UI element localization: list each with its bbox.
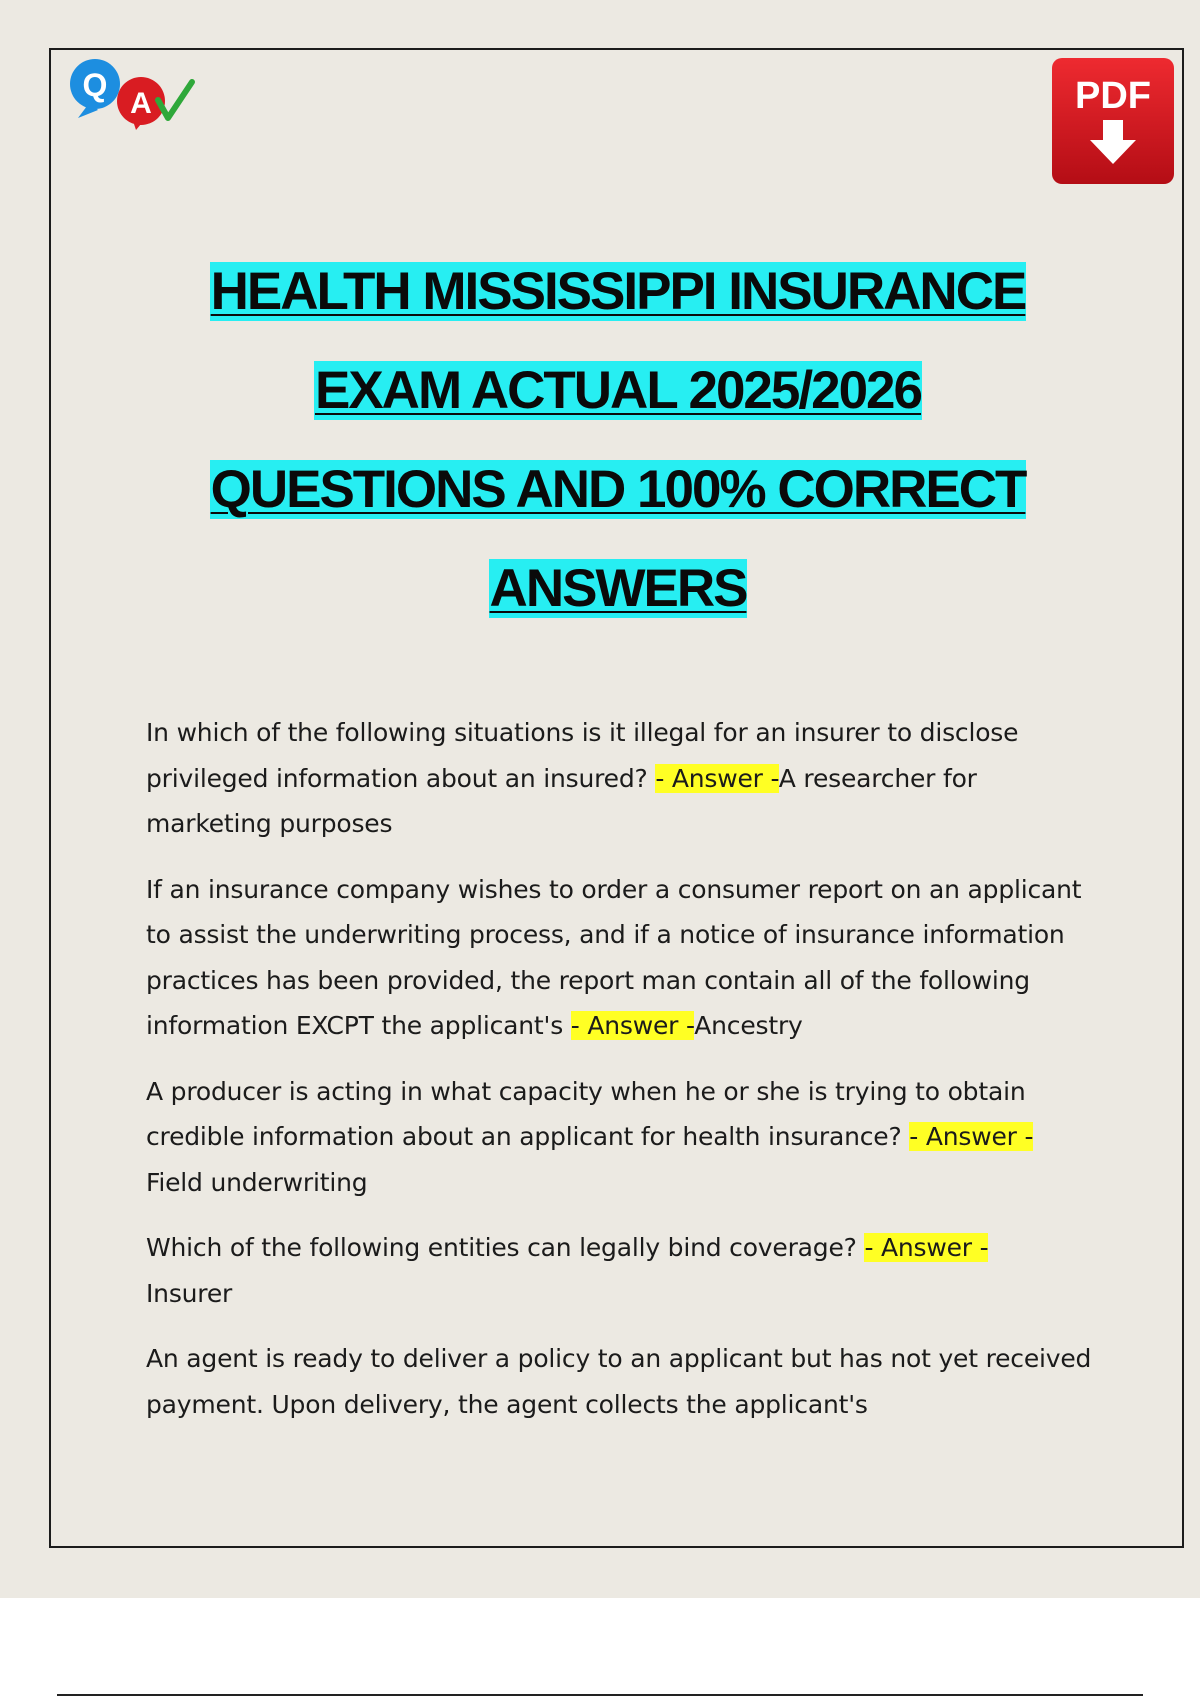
qa-item	[146, 1225, 1106, 1316]
title-line: ANSWERS	[489, 559, 747, 618]
qa-check-logo-icon	[68, 56, 198, 132]
answer-marker: - Answer -	[655, 763, 779, 793]
answer-marker: - Answer -	[864, 1233, 989, 1262]
title-line: QUESTIONS AND 100% CORRECT	[210, 460, 1026, 519]
title-line: HEALTH MISSISSIPPI INSURANCE	[210, 262, 1026, 321]
question-text: An agent is ready to deliver a policy to an applicant but has not yet received payment. Upon delivery, the agent collects the applicant's	[146, 1344, 1092, 1419]
answer-text: Insurer	[146, 1278, 233, 1308]
answer-text: A researcher for marketing purposes	[146, 763, 977, 838]
qa-logo-q-letter: Q	[82, 67, 108, 103]
question-text: A producer is acting in what capacity when he or she is trying to obtain credible information about an applicant for health insurance?	[146, 1076, 1026, 1151]
answer-text: Ancestry	[694, 1011, 803, 1040]
question-text: In which of the following situations is it illegal for an insurer to disclose privileged information about an insured?	[146, 718, 1019, 793]
pdf-download-icon[interactable]	[1050, 56, 1176, 186]
answer-marker: - Answer -	[570, 1011, 695, 1040]
document-title	[0, 242, 1200, 638]
qa-item	[146, 867, 1106, 1049]
qa-item	[146, 710, 1106, 847]
title-line: EXAM ACTUAL 2025/2026	[314, 361, 922, 420]
bottom-divider	[57, 1694, 1143, 1696]
qa-item	[146, 1069, 1106, 1206]
answer-marker: - Answer -	[909, 1122, 1034, 1151]
pdf-badge-label: PDF	[1075, 75, 1151, 117]
qa-item	[146, 1336, 1106, 1427]
question-text: Which of the following entities can legally bind coverage?	[146, 1233, 865, 1262]
question-text: If an insurance company wishes to order a consumer report on an applicant to assist the underwriting process, and if a notice of insurance information practices has been provided, the report man contain all of the following information EXCPT the applicant's	[146, 874, 1082, 1040]
question-answer-list	[146, 710, 1106, 1447]
answer-text: Field underwriting	[146, 1167, 368, 1197]
qa-logo-a-letter: A	[130, 87, 152, 120]
